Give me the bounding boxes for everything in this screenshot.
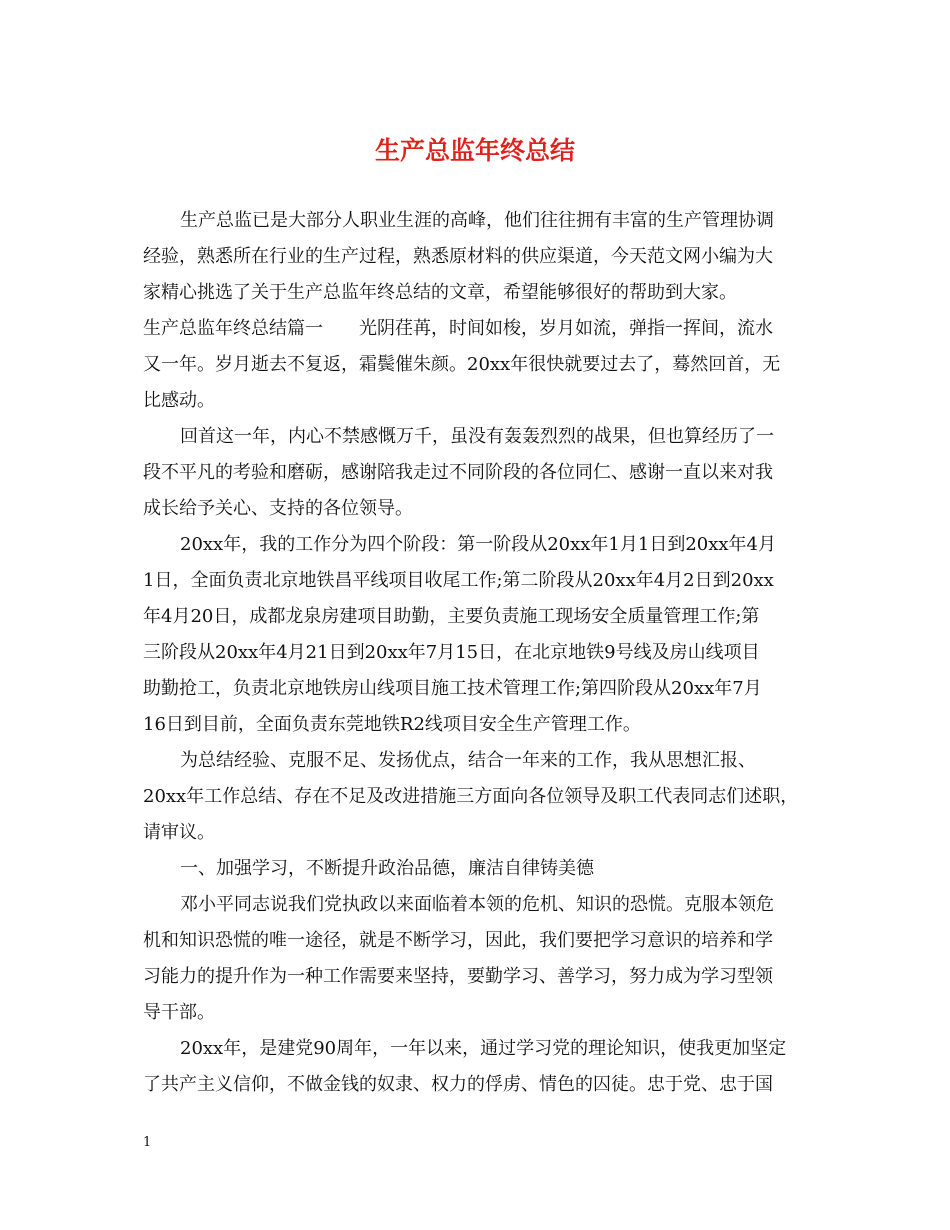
body-line: 成长给予关心、支持的各位领导。 [143,498,413,519]
body-line: 20xx年，是建党90周年，一年以来，通过学习党的理论知识，使我更加坚定 [180,1038,787,1059]
body-line: 导干部。 [143,1002,215,1023]
body-line: 段不平凡的考验和磨砺，感谢陪我走过不同阶段的各位同仁、感谢一直以来对我 [143,462,773,483]
body-line: 了共产主义信仰，不做金钱的奴隶、权力的俘虏、情色的囚徒。忠于党、忠于国 [143,1074,773,1095]
body-line: 年4月20日，成都龙泉房建项目助勤，主要负责施工现场安全质量管理工作;第 [143,606,760,627]
body-line: 经验，熟悉所在行业的生产过程，熟悉原材料的供应渠道，今天范文网小编为大 [143,246,773,267]
body-line: 三阶段从20xx年4月21日到20xx年7月15日，在北京地铁9号线及房山线项目 [143,642,760,663]
body-line: 16日到目前，全面负责东莞地铁R2线项目安全生产管理工作。 [143,714,641,735]
body-line: 1日，全面负责北京地铁昌平线项目收尾工作;第二阶段从20xx年4月2日到20xx [143,570,774,591]
document-title: 生产总监年终总结 [374,136,575,165]
body-line: 邓小平同志说我们党执政以来面临着本领的危机、知识的恐慌。克服本领危 [180,894,774,915]
body-line: 为总结经验、克服不足、发扬优点，结合一年来的工作，我从思想汇报、 [180,750,756,771]
section-heading: 一、加强学习，不断提升政治品德，廉洁自律铸美德 [180,858,594,879]
body-line: 助勤抢工，负责北京地铁房山线项目施工技术管理工作;第四阶段从20xx年7月 [143,678,762,699]
body-line: 回首这一年，内心不禁感慨万千，虽没有轰轰烈烈的战果，但也算经历了一 [180,426,774,447]
body-line: 习能力的提升作为一种工作需要来坚持，要勤学习、善学习，努力成为学习型领 [143,966,773,987]
body-line: 请审议。 [143,822,215,843]
body-line: 机和知识恐慌的唯一途径，就是不断学习，因此，我们要把学习意识的培养和学 [143,930,773,951]
body-line: 20xx年，我的工作分为四个阶段：第一阶段从20xx年1月1日到20xx年4月 [180,534,776,555]
body-line: 生产总监已是大部分人职业生涯的高峰，他们往往拥有丰富的生产管理协调 [180,210,774,231]
body-line: 家精心挑选了关于生产总监年终总结的文章，希望能够很好的帮助到大家。 [143,282,737,303]
body-line: 生产总监年终总结篇一 光阴荏苒，时间如梭，岁月如流，弹指一挥间，流水 [143,318,773,339]
body-line: 比感动。 [143,390,215,411]
body-line: 又一年。岁月逝去不复返，霜鬓催朱颜。20xx年很快就要过去了，蓦然回首，无 [143,354,781,375]
page-number: 1 [143,1135,152,1150]
body-line: 20xx年工作总结、存在不足及改进措施三方面向各位领导及职工代表同志们述职， [143,786,799,807]
